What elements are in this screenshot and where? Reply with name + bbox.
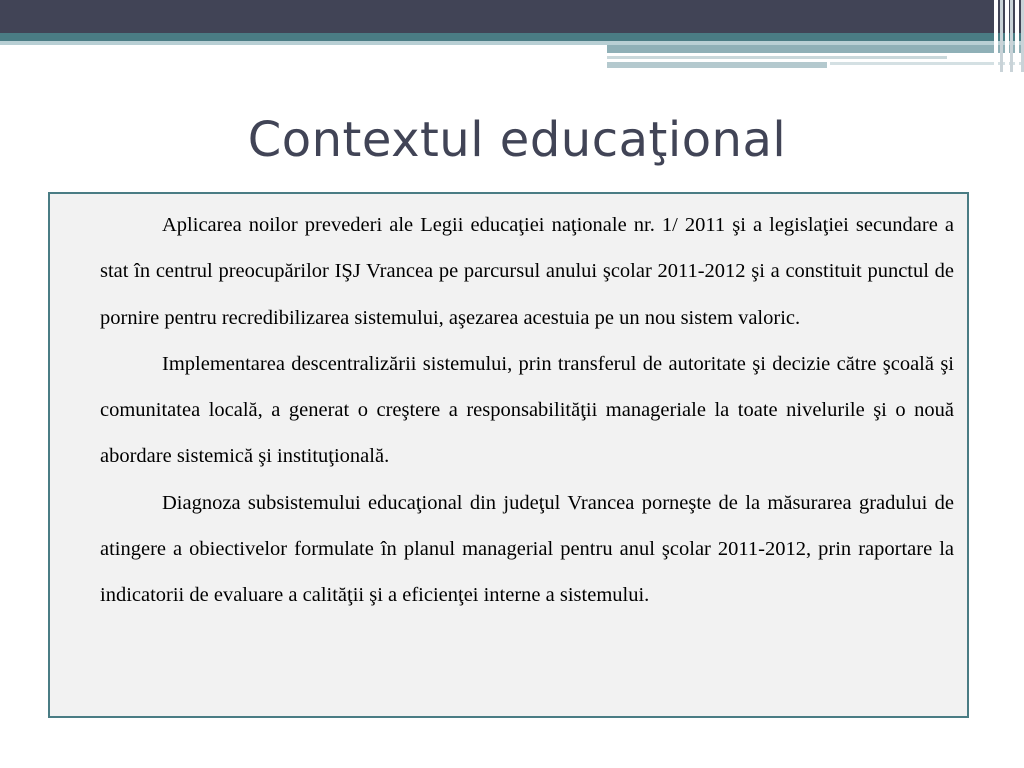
header-vertical-stripes	[994, 0, 1024, 72]
paragraph: Aplicarea noilor prevederi ale Legii educaţiei naţionale nr. 1/ 2011 şi a legislaţiei secundare a stat în centrul preocupărilor IŞJ Vrancea pe parcursul anului şcolar 2011-2012 şi a constituit punctul de pornire pentru recredibilizarea sistemului, aşezarea acestuia pe un nou sistem valoric.	[100, 214, 954, 329]
header-band-teal	[0, 33, 1024, 41]
header-band-dark	[0, 0, 1024, 33]
slide-title: Contextul educaţional	[247, 112, 787, 168]
header-accent-line	[607, 62, 827, 68]
header-accent-line	[607, 56, 947, 59]
content-box	[48, 192, 969, 718]
paragraph: Diagnoza subsistemului educaţional din judeţul Vrancea porneşte de la măsurarea gradului de atingere a obiectivelor formulate în planul managerial pentru anul şcolar 2011-2012, prin raportare la indicatorii de evaluare a calităţii şi a eficienţei interne a sistemului.	[100, 491, 954, 607]
paragraph: Implementarea descentralizării sistemului, prin transferul de autoritate şi decizie către şcoală şi comunitatea locală, a generat o creştere a responsabilităţii manageriale la toate nivelurile şi o nouă abordare sistemică şi instituţională.	[100, 352, 954, 468]
header-accent-block	[607, 45, 1024, 53]
